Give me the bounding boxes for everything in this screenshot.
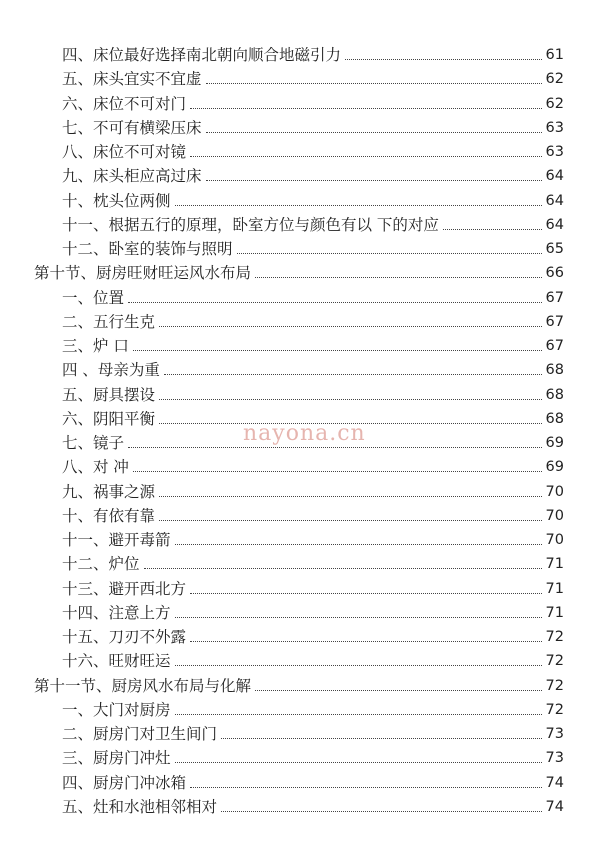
toc-dot-leader — [190, 640, 542, 642]
toc-entry-page: 72 — [545, 629, 564, 645]
toc-entry-title: 二、厨房门对卫生间门 — [62, 725, 218, 743]
toc-entry-title: 九、床头柜应高过床 — [62, 167, 202, 186]
toc-entry-title: 十四、注意上方 — [62, 603, 171, 622]
toc-entry-page: 64 — [545, 192, 564, 209]
toc-entry[interactable] — [62, 744, 564, 768]
toc-dot-leader — [175, 713, 542, 715]
toc-entry-page: 65 — [545, 241, 564, 257]
toc-entry-page: 71 — [545, 604, 564, 621]
toc-entry[interactable] — [62, 211, 564, 235]
toc-entry[interactable] — [62, 550, 564, 574]
toc-entry-title: 十二、炉位 — [62, 555, 140, 574]
toc-entry[interactable] — [62, 526, 564, 550]
toc-dot-leader — [175, 204, 542, 206]
toc-dot-leader — [237, 252, 542, 254]
toc-entry-page: 71 — [545, 580, 564, 597]
toc-entry-page: 70 — [545, 483, 564, 500]
toc-dot-leader — [159, 325, 542, 327]
toc-entry-page: 64 — [545, 168, 564, 185]
toc-entry-title: 十六、旺财旺运 — [62, 652, 171, 671]
toc-dot-leader — [144, 567, 542, 569]
toc-entry-page: 64 — [545, 216, 564, 233]
toc-dot-leader — [190, 155, 542, 157]
toc-dot-leader — [443, 228, 542, 230]
toc-entry[interactable] — [62, 720, 564, 744]
toc-entry[interactable] — [62, 65, 564, 89]
toc-entry-title: 四、厨房门冲冰箱 — [62, 773, 187, 792]
toc-section-entry[interactable] — [34, 672, 564, 696]
toc-entry-title: 八、对 冲 — [62, 458, 129, 477]
toc-entry-page: 69 — [545, 435, 564, 451]
toc-entry-page: 68 — [545, 410, 564, 427]
toc-entry[interactable] — [62, 308, 564, 332]
toc-entry-title: 五、床头宜实不宜虚 — [62, 70, 202, 89]
toc-entry-title: 第十一节、厨房风水布局与化解 — [34, 676, 252, 695]
toc-entry[interactable] — [62, 793, 564, 817]
toc-entry-page: 70 — [545, 532, 564, 548]
toc-entry-page: 67 — [545, 313, 564, 330]
toc-dot-leader — [221, 737, 542, 739]
toc-entry[interactable] — [62, 502, 564, 526]
watermark-text: nayona.cn — [243, 421, 366, 446]
toc-entry-page: 63 — [545, 144, 564, 160]
toc-entry[interactable] — [62, 623, 564, 647]
toc-entry-page: 69 — [545, 459, 564, 476]
toc-dot-leader — [206, 82, 542, 84]
toc-entry-title: 二、五行生克 — [62, 312, 156, 331]
toc-entry-title: 五、灶和水池相邻相对 — [62, 797, 218, 816]
toc-entry-title: 三、炉 口 — [62, 337, 129, 355]
toc-entry-page: 62 — [545, 95, 564, 112]
toc-dot-leader — [175, 543, 542, 545]
toc-dot-leader — [133, 349, 542, 351]
toc-dot-leader — [159, 519, 542, 521]
toc-dot-leader — [206, 179, 542, 181]
toc-dot-leader — [128, 446, 542, 448]
toc-entry[interactable] — [62, 696, 564, 720]
toc-entry-title: 十二、卧室的装饰与照明 — [62, 240, 233, 258]
toc-dot-leader — [128, 301, 542, 303]
toc-entry[interactable] — [62, 138, 564, 162]
toc-entry[interactable] — [62, 332, 564, 356]
toc-entry[interactable] — [62, 453, 564, 477]
toc-dot-leader — [255, 276, 542, 278]
toc-entry-title: 一、位置 — [62, 288, 125, 307]
toc-entry-page: 67 — [545, 289, 564, 306]
toc-entry-page: 67 — [545, 338, 564, 354]
toc-entry[interactable] — [62, 162, 564, 186]
toc-entry-page: 72 — [545, 653, 564, 670]
toc-entry-page: 61 — [545, 47, 564, 63]
toc-entry-title: 八、床位不可对镜 — [62, 143, 187, 161]
toc-entry-title: 九、祸事之源 — [62, 482, 156, 501]
toc-entry-title: 十三、避开西北方 — [62, 579, 187, 598]
toc-dot-leader — [190, 786, 542, 788]
toc-entry-title: 七、不可有横梁压床 — [62, 118, 202, 137]
toc-dot-leader — [159, 398, 542, 400]
toc-entry[interactable] — [62, 381, 564, 405]
toc-entry-title: 十、枕头位两侧 — [62, 191, 171, 210]
toc-entry[interactable] — [62, 114, 564, 138]
toc-entry-page: 66 — [545, 265, 564, 282]
toc-entry-title: 十一、避开毒箭 — [62, 531, 171, 549]
toc-entry-title: 第十节、厨房旺财旺运风水布局 — [34, 264, 252, 283]
toc-entry-title: 三、厨房门冲灶 — [62, 749, 171, 768]
toc-entry[interactable] — [62, 769, 564, 793]
toc-entry-page: 74 — [545, 774, 564, 791]
toc-entry-title: 四、床位最好选择南北朝向顺合地磁引力 — [62, 46, 342, 64]
toc-entry-page: 72 — [545, 677, 564, 694]
toc-dot-leader — [345, 58, 542, 60]
toc-dot-leader — [175, 664, 542, 666]
toc-entry[interactable] — [62, 284, 564, 308]
toc-entry[interactable] — [62, 356, 564, 380]
toc-entry-title: 七、镜子 — [62, 434, 125, 452]
toc-entry[interactable] — [62, 478, 564, 502]
toc-entry-page: 62 — [545, 71, 564, 88]
toc-entry-page: 73 — [545, 726, 564, 742]
toc-entry-page: 68 — [545, 386, 564, 403]
toc-entry[interactable] — [62, 647, 564, 671]
toc-section-entry[interactable] — [34, 259, 564, 283]
toc-entry-title: 十一、根据五行的原理，卧室方位与颜色有以 下的对应 — [62, 215, 439, 234]
toc-entry[interactable] — [62, 235, 564, 259]
toc-entry-page: 63 — [545, 119, 564, 136]
toc-entry-title: 五、厨具摆设 — [62, 385, 156, 404]
toc-dot-leader — [133, 470, 542, 472]
toc-entry-title: 十、有依有靠 — [62, 506, 156, 525]
toc-entry[interactable] — [62, 187, 564, 211]
toc-entry-page: 72 — [545, 701, 564, 718]
toc-dot-leader — [175, 761, 542, 763]
toc-entry-title: 一、大门对厨房 — [62, 700, 171, 719]
toc-dot-leader — [255, 689, 542, 691]
toc-entry-page: 70 — [545, 507, 564, 524]
toc-entry[interactable] — [62, 575, 564, 599]
toc-entry-page: 73 — [545, 750, 564, 767]
toc-entry-page: 68 — [545, 362, 564, 379]
toc-dot-leader — [159, 495, 542, 497]
toc-dot-leader — [206, 131, 542, 133]
toc-dot-leader — [164, 373, 542, 375]
toc-dot-leader — [190, 107, 542, 109]
toc-dot-leader — [221, 810, 542, 812]
toc-entry[interactable] — [62, 90, 564, 114]
toc-dot-leader — [190, 592, 542, 594]
toc-entry[interactable] — [62, 41, 564, 65]
toc-entry[interactable] — [62, 599, 564, 623]
toc-dot-leader — [175, 616, 542, 618]
toc-entry-title: 六、床位不可对门 — [62, 94, 187, 113]
toc-entry-title: 四 、母亲为重 — [62, 361, 160, 380]
toc-entry-title: 十五、刀刃不外露 — [62, 628, 187, 646]
toc-entry-page: 74 — [545, 798, 564, 815]
toc-entry-page: 71 — [545, 556, 564, 573]
toc-entry-title: 六、阴阳平衡 — [62, 409, 156, 428]
